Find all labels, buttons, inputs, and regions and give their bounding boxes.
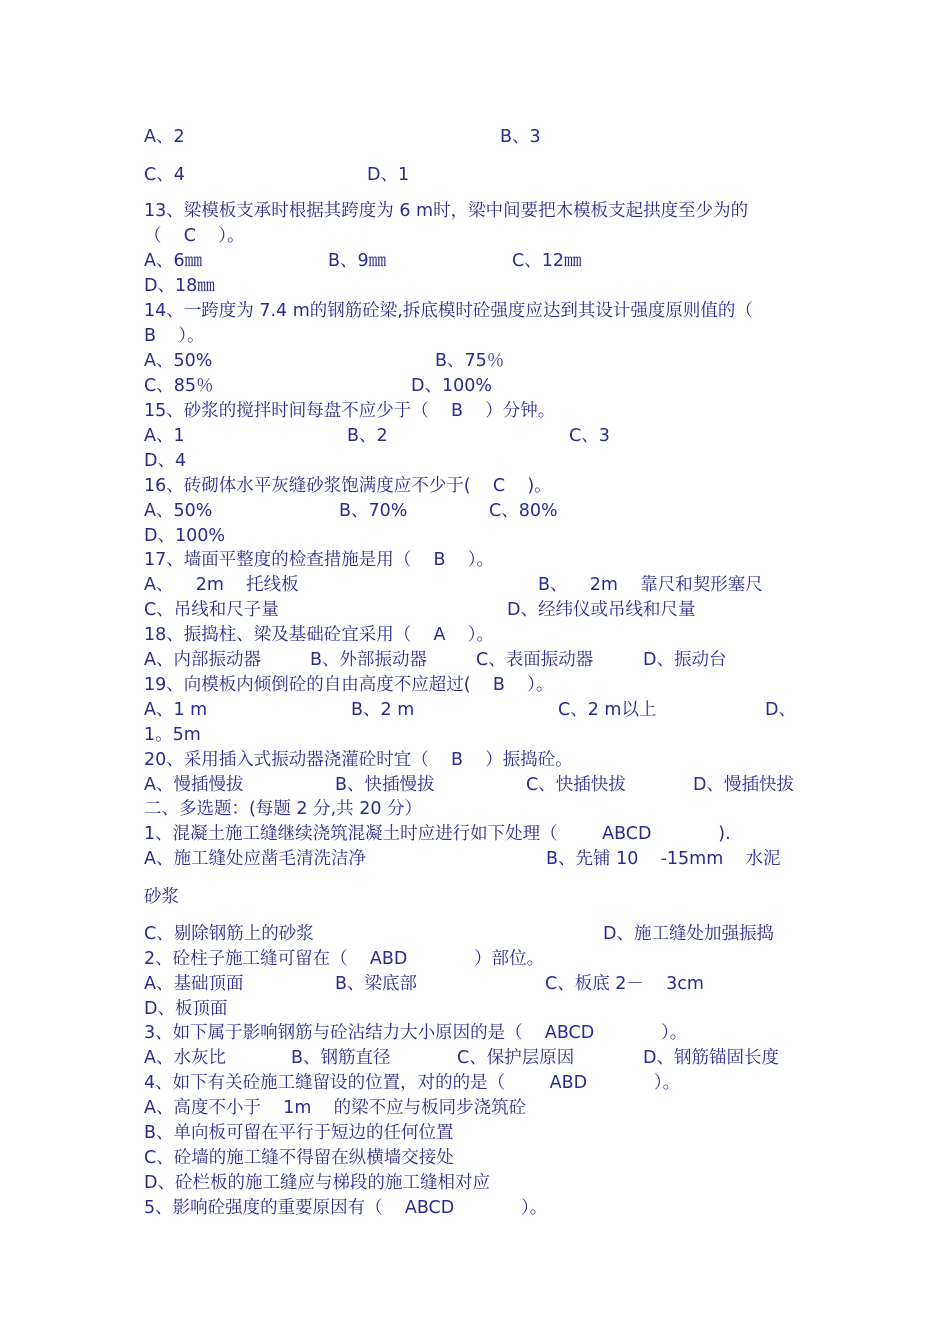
option-c: C、表面振动器 (476, 650, 594, 670)
option-c: C、板底 2－ 3cm (545, 974, 704, 994)
text-line: C、4 (144, 165, 185, 185)
option-d: D、100% (411, 376, 493, 396)
option-a: A、6㎜ (144, 251, 203, 271)
mc-question-4: 4、如下有关砼施工缝留设的位置，对的的是（ ABD ）。 (144, 1073, 681, 1093)
option-a: A、50% (144, 351, 213, 371)
section-heading: 二、多选题：(每题 2 分,共 20 分） (144, 799, 423, 819)
option-b: B、70% (339, 501, 408, 521)
option-a: A、水灰比 (144, 1048, 226, 1068)
option-b: B、9㎜ (328, 251, 387, 271)
option-c: C、快插快拔 (526, 775, 626, 795)
question-19: 19、向模板内倾倒砼的自由高度不应超过( B ）。 (144, 675, 554, 695)
option-c: C、80% (489, 501, 558, 521)
option-d: D、钢筋锚固长度 (643, 1048, 779, 1068)
option-b: B、快插慢拔 (335, 775, 435, 795)
option-b: B、2 (347, 426, 388, 446)
option-b: B、75％ (435, 351, 505, 371)
option-d: D、慢插快拔 (693, 775, 794, 795)
answer-line: （ C ）。 (144, 226, 245, 246)
option-b: B、单向板可留在平行于短边的任何位置 (144, 1123, 454, 1143)
option-a: A、高度不小于 1m 的梁不应与板同步浇筑砼 (144, 1098, 527, 1118)
question-15: 15、砂浆的搅拌时间每盘不应少于（ B ）分钟。 (144, 401, 556, 421)
mc-question-2: 2、砼柱子施工缝可留在（ ABD ）部位。 (144, 949, 545, 969)
option-a: A、基础顶面 (144, 974, 244, 994)
text-line: B、3 (500, 127, 541, 147)
option-c: C、12㎜ (512, 251, 582, 271)
option-a: A、1 m (144, 700, 208, 720)
option-d: D、100% (144, 526, 226, 546)
question-13: 13、梁模板支承时根据其跨度为 6 m时，梁中间要把木模板支起拱度至少为的 (144, 201, 749, 221)
option-c: C、砼墙的施工缝不得留在纵横墙交接处 (144, 1148, 454, 1168)
option-d: D、振动台 (643, 650, 727, 670)
option-a: A、50% (144, 501, 213, 521)
mc-question-5: 5、影响砼强度的重要原因有（ ABCD ）。 (144, 1198, 548, 1218)
question-16: 16、砖砌体水平灰缝砂浆饱满度应不少于( C )。 (144, 476, 552, 496)
option-b: B、2 m (351, 700, 415, 720)
text-line: A、2 (144, 127, 185, 147)
answer-line: B ）。 (144, 326, 205, 346)
mc-question-1: 1、混凝土施工缝继续浇筑混凝土时应进行如下处理（ ABCD ). (144, 824, 731, 844)
option-d: D、经纬仪或吊线和尺量 (507, 600, 696, 620)
option-d: D、施工缝处加强振捣 (603, 924, 774, 944)
option-d: D、板顶面 (144, 999, 228, 1019)
option-d: D、 (765, 700, 796, 720)
option-b: B、外部振动器 (310, 650, 428, 670)
option-b: B、 2m 靠尺和契形塞尺 (538, 575, 763, 595)
option-b: B、梁底部 (335, 974, 418, 994)
question-20: 20、采用插入式振动器浇灌砼时宜（ B ）振捣砼。 (144, 750, 573, 770)
option-c: C、3 (569, 426, 610, 446)
option-b: B、钢筋直径 (291, 1048, 391, 1068)
option-a: A、1 (144, 426, 185, 446)
question-14: 14、一跨度为 7.4 m的钢筋砼梁,拆底模时砼强度应达到其设计强度原则值的（ (144, 301, 753, 321)
text-line: D、1 (367, 165, 410, 185)
option-a: A、慢插慢拔 (144, 775, 244, 795)
option-a: A、施工缝处应凿毛清洗洁净 (144, 849, 366, 869)
option-d: D、18㎜ (144, 276, 215, 296)
option-c: C、2 m以上 (558, 700, 657, 720)
option-d-cont: 1。5m (144, 725, 201, 745)
question-18: 18、振捣柱、梁及基础砼宜采用（ A ）。 (144, 625, 494, 645)
option-d: D、4 (144, 451, 187, 471)
option-c: C、85％ (144, 376, 214, 396)
option-b-cont: 砂浆 (144, 887, 179, 907)
option-d: D、砼栏板的施工缝应与梯段的施工缝相对应 (144, 1173, 490, 1193)
option-a: A、 2m 托线板 (144, 575, 299, 595)
option-c: C、剔除钢筋上的砂浆 (144, 924, 314, 944)
question-17: 17、墙面平整度的检查措施是用（ B ）。 (144, 550, 495, 570)
option-b: B、先铺 10 -15mm 水泥 (546, 849, 781, 869)
mc-question-3: 3、如下属于影响钢筋与砼沾结力大小原因的是（ ABCD ）。 (144, 1023, 688, 1043)
option-c: C、吊线和尺子量 (144, 600, 279, 620)
option-a: A、内部振动器 (144, 650, 261, 670)
option-c: C、保护层原因 (457, 1048, 575, 1068)
